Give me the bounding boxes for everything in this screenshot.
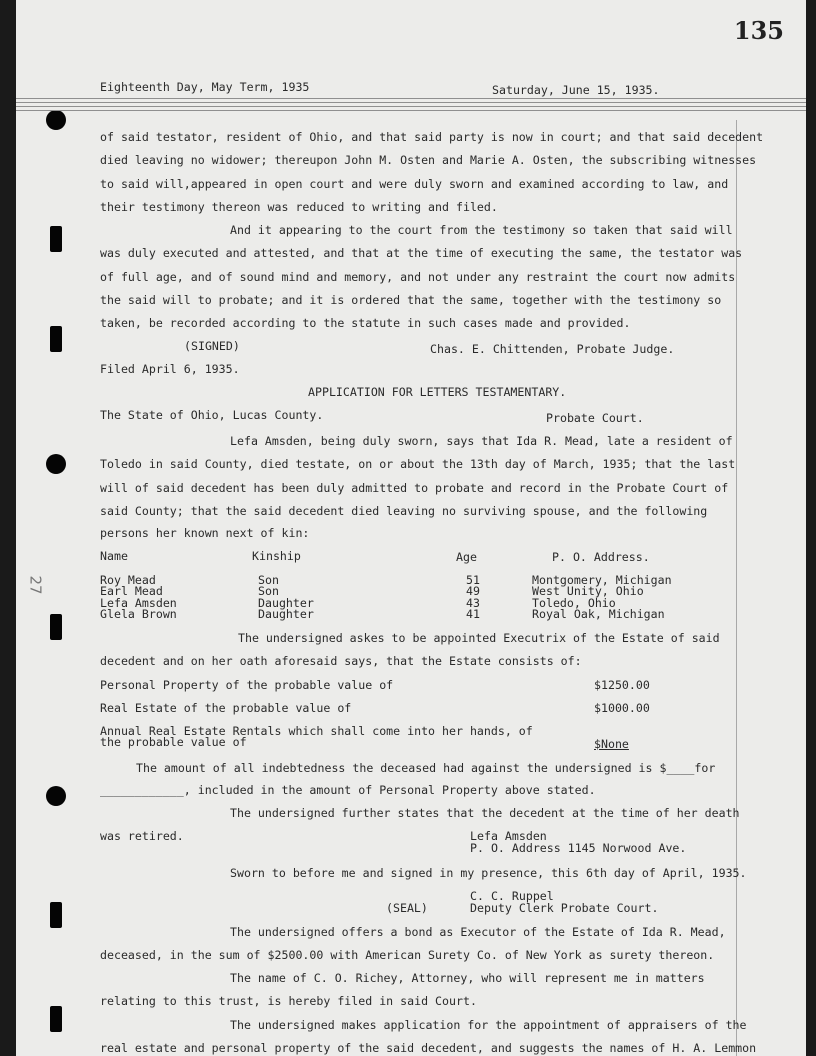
seal-label: (SEAL) [386,901,428,915]
kin-address: Montgomery, Michigan [532,573,672,587]
binder-slot [50,326,62,352]
header-rule [16,106,806,107]
kin-name: Earl Mead [100,584,163,598]
header-rule [16,102,806,103]
text-line: their testimony thereon was reduced to writing and filed. [100,200,498,214]
kin-address: West Unity, Ohio [532,584,644,598]
text-line: The undersigned further states that the decedent at the time of her death [230,806,740,820]
rentals-label: Annual Real Estate Rentals which shall come into her hands, of [100,724,533,738]
margin-line [736,120,737,1056]
text-line: of said testator, resident of Ohio, and that said party is now in court; and that said decedent [100,130,764,144]
text-line: taken, be recorded according to the statute in such cases made and provided. [100,316,631,330]
kin-age: 51 [466,573,480,587]
pencil-margin-note: 27 [26,575,45,595]
text-line: Lefa Amsden, being duly sworn, says that Ida R. Mead, late a resident of [230,434,733,448]
kin-kinship: Son [258,584,279,598]
kin-age: 43 [466,596,480,610]
ledger-page [16,0,806,1056]
text-line: decedent and on her oath aforesaid says, that the Estate consists of: [100,654,582,668]
kin-name: Glela Brown [100,607,177,621]
kin-kinship: Daughter [258,607,314,621]
rentals-value: $None [594,737,629,751]
real-estate-label: Real Estate of the probable value of [100,701,352,715]
personal-property-label: Personal Property of the probable value of [100,678,394,692]
text-line: real estate and personal property of the said decedent, and suggests the names of H. A. Lemmon [100,1041,757,1055]
clerk-name: C. C. Ruppel [470,889,554,903]
text-line: will of said decedent has been duly admitted to probate and record in the Probate Court of [100,481,729,495]
kin-kinship: Son [258,573,279,587]
court-name: Probate Court. [546,411,644,425]
text-line: The undersigned offers a bond as Executor of the Estate of Ida R. Mead, [230,925,726,939]
judge-signature: Chas. E. Chittenden, Probate Judge. [430,342,675,356]
sworn-statement: Sworn to before me and signed in my presence, this 6th day of April, 1935. [230,866,747,880]
text-line: The undersigned askes to be appointed Executrix of the Estate of said [238,631,720,645]
clerk-title: Deputy Clerk Probate Court. [470,901,659,915]
text-line: relating to this trust, is hereby filed in said Court. [100,994,477,1008]
text-line: was retired. [100,829,184,843]
text-line: ____________, included in the amount of Personal Property above stated. [100,783,596,797]
text-line: said County; that the said decedent died leaving no surviving spouse, and the following [100,504,708,518]
kin-kinship: Daughter [258,596,314,610]
text-line: was duly executed and attested, and that at the time of executing the same, the testator was [100,246,743,260]
page-number: 135 [733,16,784,45]
text-line: deceased, in the sum of $2500.00 with American Surety Co. of New York as surety thereon. [100,948,715,962]
text-line: Toledo in said County, died testate, on or about the 13th day of March, 1935; that the last [100,457,736,471]
kin-header-age: Age [456,550,477,564]
binder-hole [46,454,66,474]
text-line: died leaving no widower; thereupon John M. Osten and Marie A. Osten, the subscribing witnesses [100,153,757,167]
application-title: APPLICATION FOR LETTERS TESTAMENTARY. [308,385,567,399]
text-line: persons her known next of kin: [100,526,310,540]
kin-age: 41 [466,607,480,621]
kin-name: Roy Mead [100,573,156,587]
binder-slot [50,226,62,252]
binder-hole [46,110,66,130]
binder-slot [50,1006,62,1032]
text-line: The name of C. O. Richey, Attorney, who will represent me in matters [230,971,705,985]
kin-address: Toledo, Ohio [532,596,616,610]
personal-property-value: $1250.00 [594,678,650,692]
kin-header-address: P. O. Address. [552,550,650,564]
kin-header-kinship: Kinship [252,549,301,563]
applicant-name: Lefa Amsden [470,829,547,843]
header-rule [16,98,806,99]
kin-header-name: Name [100,549,128,563]
kin-name: Lefa Amsden [100,596,177,610]
header-term: Eighteenth Day, May Term, 1935 [100,80,310,94]
text-line: the said will to probate; and it is ordered that the same, together with the testimony so [100,293,722,307]
filed-date: Filed April 6, 1935. [100,362,240,376]
rentals-label: the probable value of [100,735,247,749]
kin-age: 49 [466,584,480,598]
signed-label: (SIGNED) [184,339,240,353]
real-estate-value: $1000.00 [594,701,650,715]
kin-address: Royal Oak, Michigan [532,607,665,621]
text-line: of full age, and of sound mind and memory, and not under any restraint the court now admits [100,270,736,284]
text-line: to said will,appeared in open court and were duly sworn and examined according to law, and [100,177,729,191]
header-date: Saturday, June 15, 1935. [492,83,660,97]
text-line: The amount of all indebtedness the deceased had against the undersigned is $____for [136,761,716,775]
text-line: And it appearing to the court from the testimony so taken that said will [230,223,733,237]
binder-slot [50,902,62,928]
text-line: The undersigned makes application for the appointment of appraisers of the [230,1018,747,1032]
binder-hole [46,786,66,806]
state-county: The State of Ohio, Lucas County. [100,408,324,422]
scan-edge [0,0,16,1056]
header-rule [16,110,806,111]
binder-slot [50,614,62,640]
applicant-address: P. O. Address 1145 Norwood Ave. [470,841,687,855]
